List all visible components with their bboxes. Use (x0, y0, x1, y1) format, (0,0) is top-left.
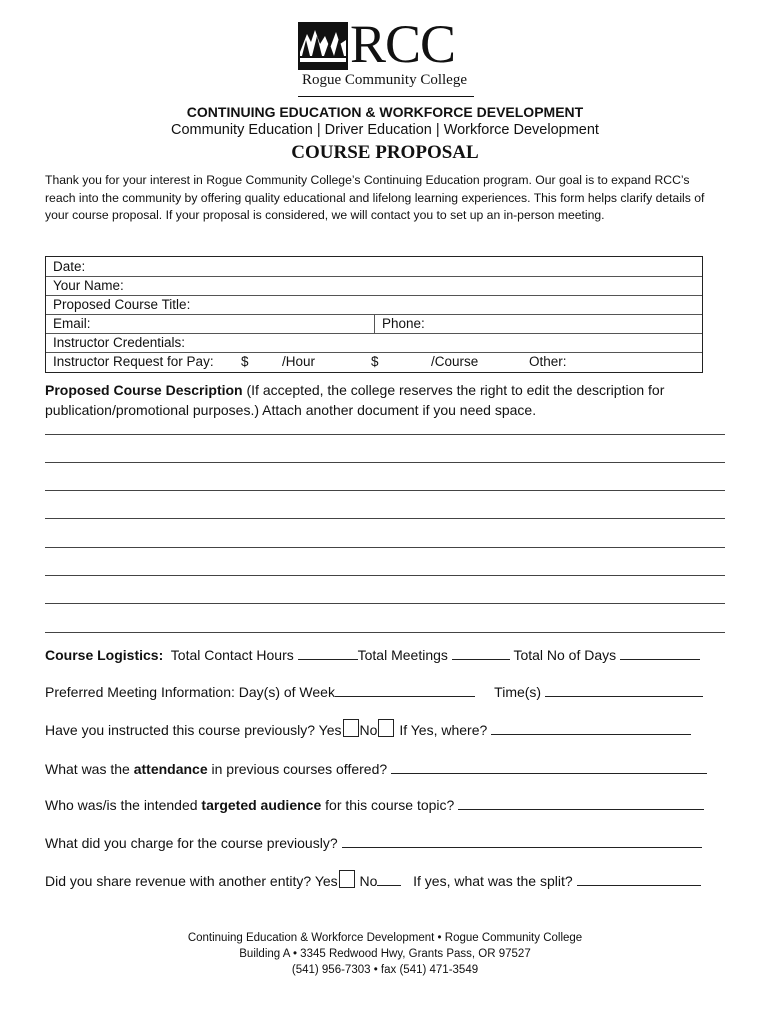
credentials-label: Instructor Credentials: (53, 335, 186, 350)
date-row[interactable] (46, 257, 702, 277)
per-hour-field[interactable]: /Hour (282, 354, 316, 369)
description-line[interactable] (45, 434, 725, 435)
time-label: Time(s) (494, 684, 542, 700)
charge-question: What did you charge for the course previously? (45, 835, 338, 851)
attendance-question-start: What was the (45, 761, 134, 777)
credentials-row[interactable] (46, 333, 702, 353)
split-input[interactable] (577, 871, 701, 886)
no-label: No (359, 722, 378, 738)
audience-question-end: for this course topic? (321, 797, 455, 813)
charge-input[interactable] (342, 833, 702, 848)
meetings-label: Total Meetings (357, 647, 448, 663)
yes-label: Yes (318, 722, 342, 738)
description-line[interactable] (45, 632, 725, 633)
other-pay-field[interactable]: Other: (529, 354, 567, 369)
pay-label: Instructor Request for Pay: (53, 354, 214, 369)
meeting-info-row (45, 682, 703, 701)
logo-text: RCC (350, 14, 456, 74)
footer-address: Building A • 3345 Redwood Hwy, Grants Pass, OR 97527 (239, 948, 531, 960)
meeting-days-input[interactable] (335, 682, 475, 697)
attendance-question-end: in previous courses offered? (207, 761, 388, 777)
name-row[interactable] (46, 276, 702, 296)
date-label: Date: (53, 259, 86, 274)
description-line[interactable] (45, 490, 725, 491)
contact-hours-input[interactable] (298, 645, 358, 660)
attendance-row (45, 759, 707, 778)
instructed-row (45, 719, 691, 739)
logistics-heading: Course Logistics: (45, 647, 164, 663)
instructed-yes-checkbox[interactable] (343, 719, 359, 737)
time-input[interactable] (545, 682, 703, 697)
college-name: Rogue Community College (302, 72, 467, 88)
revenue-no-label: No (359, 873, 378, 889)
revenue-row (45, 870, 701, 890)
description-instructions (45, 380, 725, 420)
days-label: Total No of Days (513, 647, 617, 663)
programs-subheading: Community Education | Driver Education | Workforce Development (171, 122, 599, 138)
description-note: (If accepted, the college reserves the right to edit the description for publication/promotional purposes.) Attach another document if you need space. (45, 382, 665, 418)
page-title: COURSE PROPOSAL (291, 142, 479, 163)
course-title-label: Proposed Course Title: (53, 297, 191, 312)
attendance-input[interactable] (391, 759, 707, 774)
footer-department: Continuing Education & Workforce Development • Rogue Community College (187, 932, 583, 944)
audience-input[interactable] (458, 795, 704, 810)
department-heading: CONTINUING EDUCATION & WORKFORCE DEVELOPMENT (186, 104, 584, 120)
revenue-yes-checkbox[interactable] (339, 870, 355, 888)
pay-row (46, 352, 702, 371)
tree-mountain-logo-icon (298, 22, 348, 70)
applicant-info-table (45, 256, 703, 373)
description-line[interactable] (45, 518, 725, 519)
college-logo (298, 14, 478, 98)
attendance-emphasis: attendance (133, 761, 208, 777)
where-input[interactable] (491, 720, 691, 735)
phone-label[interactable]: Phone: (382, 316, 425, 331)
audience-row (45, 795, 704, 814)
email-label[interactable]: Email: (53, 316, 91, 331)
revenue-no-input[interactable] (377, 871, 401, 886)
days-input[interactable] (620, 645, 700, 660)
instructed-question: Have you instructed this course previously? (45, 722, 316, 738)
per-course-field[interactable]: /Course (431, 354, 479, 369)
footer-phone: (541) 956-7303 • fax (541) 471-3549 (291, 964, 479, 976)
contact-hours-label: Total Contact Hours (170, 647, 294, 663)
email-phone-row (46, 314, 702, 334)
charge-row (45, 833, 702, 852)
course-title-row[interactable] (46, 295, 702, 315)
meetings-input[interactable] (452, 645, 510, 660)
description-line[interactable] (45, 462, 725, 463)
description-heading: Proposed Course Description (45, 382, 243, 398)
where-label: If Yes, where? (399, 722, 488, 738)
name-label: Your Name: (53, 278, 124, 293)
audience-emphasis: targeted audience (201, 797, 322, 813)
description-line[interactable] (45, 603, 725, 604)
description-line[interactable] (45, 575, 725, 576)
intro-paragraph: Thank you for your interest in Rogue Community College’s Continuing Education program. Our goal is to expand RCC’s reach into the community by offering quality educational and lifelong learning experiences. This form helps clarify details of your course proposal. If your proposal is considered, we will contact you to set up an in-person meeting. (45, 173, 705, 222)
audience-question-start: Who was/is the intended (45, 797, 202, 813)
instructed-no-checkbox[interactable] (378, 719, 394, 737)
hourly-dollar-sign: $ (241, 354, 249, 369)
cell-divider (374, 314, 375, 333)
logo-divider (298, 96, 474, 97)
meeting-days-label: Preferred Meeting Information: Day(s) of Week (45, 684, 335, 700)
revenue-question: Did you share revenue with another entity? (45, 873, 312, 889)
course-dollar-sign: $ (371, 354, 379, 369)
split-question: If yes, what was the split? (413, 873, 573, 889)
revenue-yes-label: Yes (314, 873, 338, 889)
description-line[interactable] (45, 547, 725, 548)
logistics-row (45, 645, 700, 664)
